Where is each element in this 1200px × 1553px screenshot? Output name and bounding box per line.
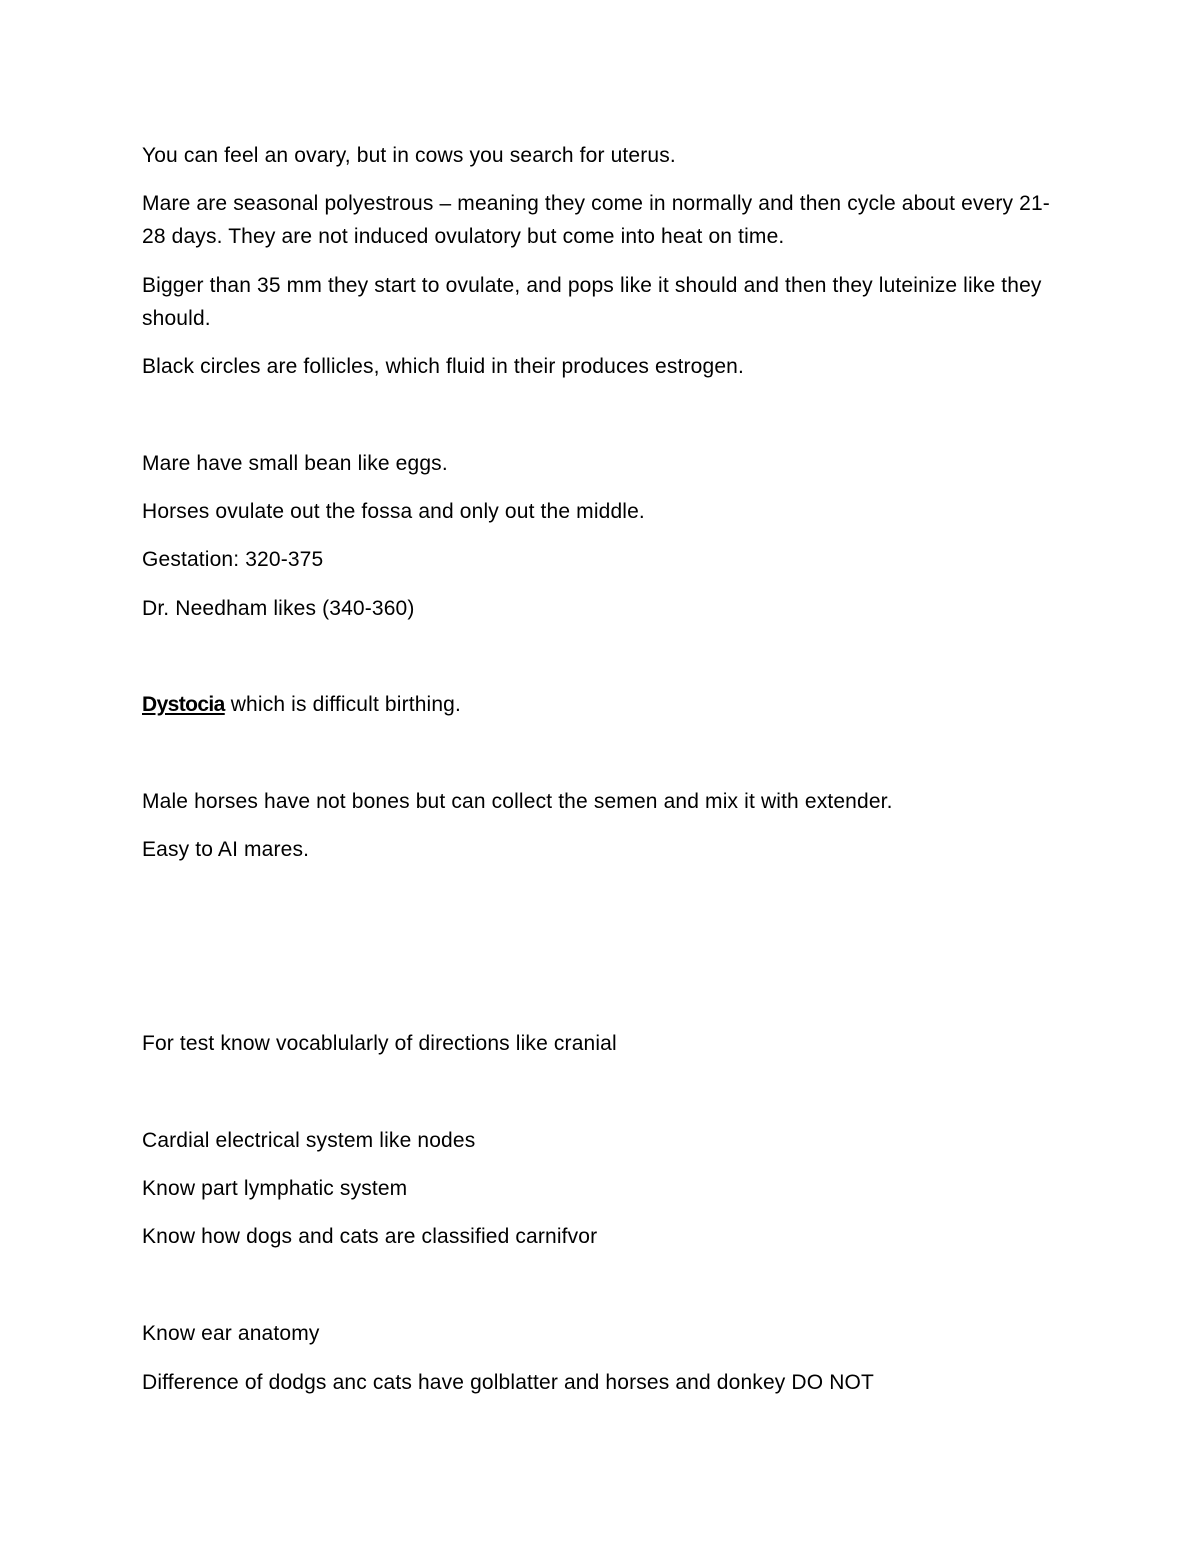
paragraph-gallbladder	[142, 1366, 1062, 1399]
paragraph-male-horses	[142, 785, 1062, 818]
paragraph-ovary	[142, 139, 1062, 172]
paragraph-text: Bigger than 35 mm they start to ovulate, and pops like it should and then they luteinize like they should.	[142, 274, 1042, 330]
paragraph-gestation	[142, 543, 1062, 576]
paragraph-text: which is difficult birthing.	[224, 693, 461, 716]
paragraph-ovulation-fossa	[142, 495, 1062, 528]
paragraph-text: Dr. Needham likes (340-360)	[142, 597, 415, 620]
paragraph-carnivore	[142, 1220, 1062, 1253]
paragraph-ear-anatomy	[142, 1317, 1062, 1350]
paragraph-follicles	[142, 350, 1062, 383]
paragraph-dystocia	[142, 688, 1062, 721]
paragraph-needham	[142, 592, 1062, 625]
highlighted-term: Dystocia	[142, 693, 225, 716]
paragraph-text: Mare have small bean like eggs.	[142, 452, 448, 475]
paragraph-ai-mares	[142, 833, 1062, 866]
paragraph-text: For test know vocablularly of directions like cranial	[142, 1032, 617, 1055]
paragraph-text: Horses ovulate out the fossa and only out the middle.	[142, 500, 645, 523]
paragraph-ovulation-size	[142, 269, 1062, 335]
paragraph-text: Easy to AI mares.	[142, 838, 310, 861]
paragraph-text: Black circles are follicles, which fluid in their produces estrogen.	[142, 355, 744, 378]
paragraph-seasonal-polyestrous	[142, 187, 1062, 253]
paragraph-text: Know how dogs and cats are classified carnifvor	[142, 1225, 598, 1248]
paragraph-text: Male horses have not bones but can collect the semen and mix it with extender.	[142, 790, 893, 813]
paragraph-text: Difference of dodgs anc cats have golblatter and horses and donkey DO NOT	[142, 1371, 874, 1394]
paragraph-text: You can feel an ovary, but in cows you search for uterus.	[142, 144, 676, 167]
paragraph-text: Know part lymphatic system	[142, 1177, 408, 1200]
paragraph-bean-eggs	[142, 447, 1062, 480]
paragraph-lymphatic	[142, 1172, 1062, 1205]
paragraph-cardiac-system	[142, 1124, 1062, 1157]
paragraph-text: Know ear anatomy	[142, 1322, 320, 1345]
paragraph-text: Mare are seasonal polyestrous – meaning they come in normally and then cycle about every 21-28 days. They are not induced ovulatory but come into heat on time.	[142, 192, 1050, 248]
paragraph-text: Gestation: 320-375	[142, 548, 324, 571]
paragraph-test-vocabulary	[142, 1027, 1062, 1060]
paragraph-text: Cardial electrical system like nodes	[142, 1129, 476, 1152]
